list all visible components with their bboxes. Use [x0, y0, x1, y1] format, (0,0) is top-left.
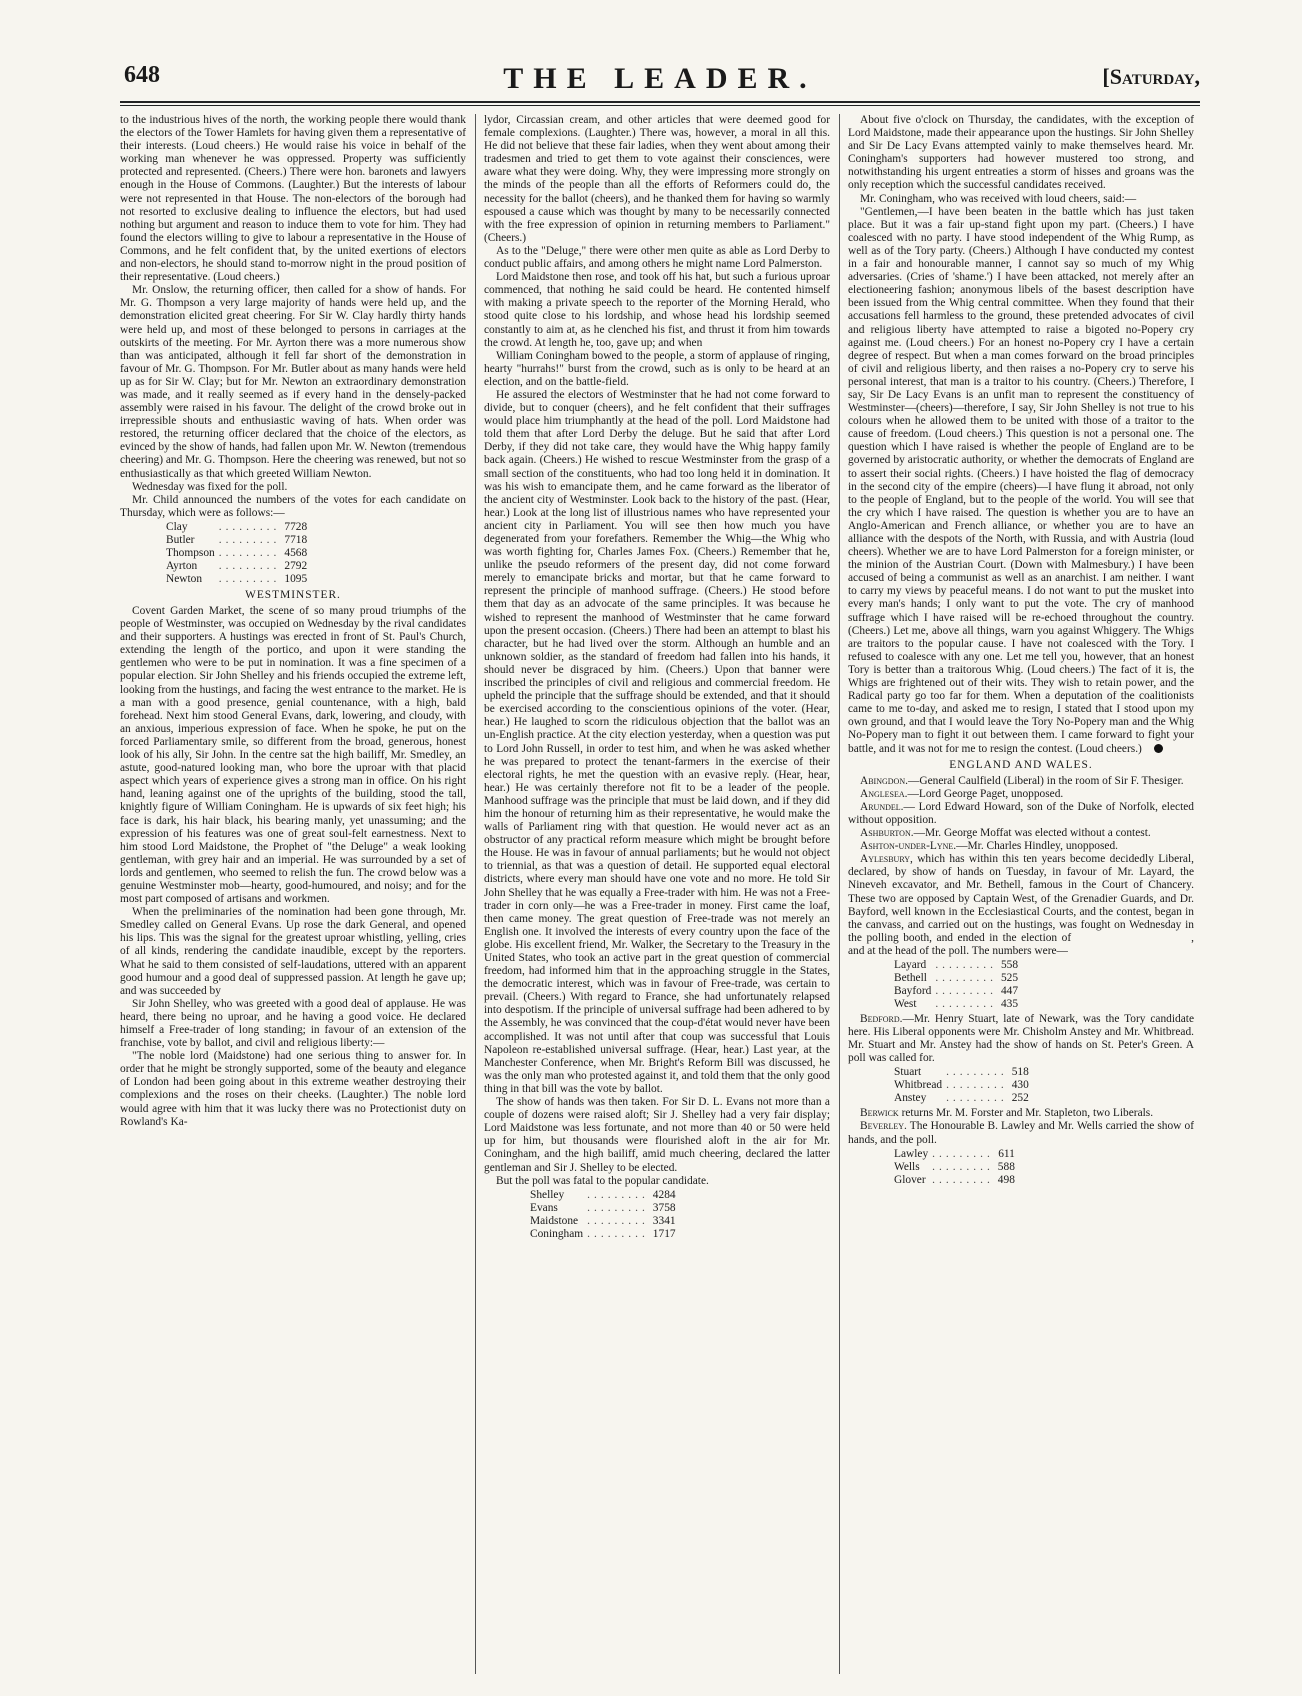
election-entry [848, 1120, 1194, 1146]
vote-count: 3341 [652, 1214, 676, 1227]
borough-name: Arundel. [860, 800, 904, 813]
paragraph: About five o'clock on Thursday, the candidates, with the exception of Lord Maidstone, made their appearance upon the hustings. Sir John Shelley and Sir De Lacy Evans attempted vainly to make themselves heard. Mr. Coningham's supporters had however mustered too strong, and notwithstanding his urgent entreaties a storm of hisses and groans was the only reception which the successful candidates received. [848, 114, 1194, 192]
candidate-name: Evans [530, 1201, 558, 1214]
entry-text: returns Mr. M. Forster and Mr. Stapleton, two Liberals. [898, 1107, 1154, 1120]
paragraph: He assured the electors of Westminster that he had not come forward to divide, but to conquer (cheers), and he felt confident that their suffrages would place him triumphantly at the head of the poll. Lord Maidstone had told them that after Lord Derby the deluge. But he said that after Lord Derby, if they did not take care, they would have the Whig happy family back again. (Cheers.) He wished to rescue Westminster from the grasp of a small section of the constituents, who had too long held it in domination. It was his wish to emancipate them, and he came forward as the liberator of the ancient city of Westminster. Look back to the history of the past. (Hear, hear.) Look at the long list of illustrious names who have represented your ancient city in Parliament. You will see then how much you have degenerated from your forefathers. Remember the Whig—the Whig who was worth fighting for, Charles James Fox. (Cheers.) Remember that he, unlike the pseudo reformers of the present day, did not come forward merely to emancipate bricks and mortar, but that he came forward to represent the principle of manhood suffrage. (Cheers.) He stood before them that day as an advocate of the same principles. It was because he wished to represent the manhood of Westminster that he came forward upon the present occasion. (Cheers.) There had been an attempt to blast his character, but he had lived over the storm. Although an humble and an unknown soldier, as the standard of freedom had fallen into his hands, it should never be disgraced by him. (Cheers.) Upon that banner were inscribed the principles of civil and religious and commercial freedom. He upheld the principle that the suffrage should be extended, and that it should be exercised according to the conscientious opinions of the voter. (Hear, hear.) He laughed to scorn the ridiculous objection that the ballot was an un-English practice. At the city election yesterday, when a question was put to Lord John Russell, in order to test him, and when he was asked whether he was prepared to protect the tenant-farmers in the exercise of their electoral rights, he met the question with an evasive reply. (Hear, hear, hear.) He was certainly therefore not fit to be a leader of the people. Manhood suffrage was the principle that must be laid down, and if they did him the honour of returning him as their representative, he would make the walls of Parliament ring with that question. He would never act as an obstructor of any practical reform measure which might be brought before the House. He was in favour of annual parliaments; but he would not object to triennial, as that was a question of detail. He supported equal electoral districts, where every man should have one vote and no more. He told Sir John Shelley that he was equally a Free-trader with him. He was not a Free-trader in corn only—he was a Free-trader in money. First came the loaf, then came money. The great question of Free-trade was not merely an English one. It involved the interests of every country upon the face of the globe. His excellent friend, Mr. Walker, the Secretary to the Treasury in the United States, who took an active part in the great question of commercial freedom, had informed him that in the approaching struggle in the States, the democratic interest, which was in favour of Free-trade, was certain to prevail. (Cheers.) With regard to France, she had unfortunately relapsed into despotism. If the principle of universal suffrage had been adhered to by the Assembly, he was convinced that the coup-d'état would never have been accomplished. It was not until after that coup was successful that Louis Napoleon re-established universal suffrage. (Hear, hear.) Last year, at the Manchester Conference, when Mr. Bright's Reform Bill was discussed, he was the only man who protested against it, and told them that the only good thing in that bill was the vote by ballot. [484, 388, 830, 1095]
candidate-name: Anstey [894, 1092, 927, 1105]
candidate-name: Bayford [894, 985, 932, 997]
vote-count: 2792 [284, 559, 308, 572]
vote-count: 252 [1011, 1092, 1029, 1105]
poll-results-tower-hamlets [166, 521, 307, 586]
vote-count: 435 [1000, 998, 1019, 1010]
candidate-name: Newton [166, 572, 203, 585]
election-entry [848, 1107, 1194, 1120]
masthead [120, 62, 1200, 102]
paragraph: to the industrious hives of the north, the working people there would thank the electors of the Tower Hamlets for having given them a representative of their interests. (Loud cheers.) He would raise his voice in behalf of the working man whenever he was oppressed. Property was sufficiently protected and represented. (Cheers.) There were hon. baronets and lawyers enough in the House of Commons. (Laughter.) But the interests of labour were not represented in that House. The non-electors of the borough had not resorted to exclusive dealing to influence the electors, but had used nothing but argument and reason to induce them to vote for him. They had found the electors willing to give to labour a representative in the House of Commons, and he felt confident that, by the united exertions of electors and non-electors, he should stand to-morrow night in the proud position of their representative. (Loud cheers.) [120, 114, 466, 284]
paragraph: Wednesday was fixed for the poll. [132, 480, 288, 493]
result-row: Wells ......... 588 [894, 1160, 1015, 1173]
candidate-name: Layard [894, 959, 927, 971]
vote-count: 7728 [284, 520, 308, 533]
paragraph: When the preliminaries of the nomination had been gone through, Mr. Smedley called on General Evans. Up rose the dark General, and opened his lips. This was the signal for the greatest uproar whistling, yelling, cries of all kinds, rendering the candidate inaudible, except by the reporters. What he said to them consisted of self-laudations, uttered with an apparent good humour and a good deal of suppressed passion. At length he gave up; and was succeeded by [120, 906, 466, 997]
poll-results-beverley [894, 1148, 1015, 1187]
vote-count: 525 [1000, 972, 1019, 984]
candidate-name: Glover [894, 1173, 926, 1186]
result-row: Glover ......... 498 [894, 1173, 1015, 1186]
result-row: West ......... 435 [894, 998, 1019, 1010]
candidate-name: Coningham [530, 1227, 584, 1240]
result-row: Shelley ......... 4284 [530, 1188, 676, 1201]
paragraph: William Coningham bowed to the people, a storm of applause of ringing, hearty "hurrahs!" burst from the crowd, such as is only to be heard at an election, and on the battle-field. [484, 349, 830, 388]
entry-text: —Lord George Paget, unopposed. [907, 787, 1064, 800]
issue-day: [Saturday, [1102, 64, 1200, 89]
borough-name: Ashburton. [860, 827, 914, 840]
vote-count: 611 [998, 1147, 1015, 1160]
paragraph: The show of hands was then taken. For Sir D. L. Evans not more than a couple of dozens were raised aloft; Sir J. Shelley had a very fair display; Lord Maidstone was less fortunate, and not more than 40 or 50 were held up for him, but thousands were flourished aloft in the air for Mr. Coningham, and the high bailiff, amid much cheering, declared the latter gentleman and Sir J. Shelley to be elected. [484, 1096, 830, 1174]
paragraph: lydor, Circassian cream, and other articles that were deemed good for female complexions. (Laughter.) There was, however, a moral in all this. He did not believe that these fair ladies, when they went about among their tradesmen and tried to get them to vote against their consciences, were aware what they were doing. Why, they were impressing more strongly on the minds of the people than all the efforts of Reformers could do, the necessity for the ballot (cheers), and he thanked them for having so warmly espoused a cause which was thought by many to be necessarily connected with the free expression of opinion in returning members to Parliament." (Cheers.) [484, 114, 830, 244]
candidate-name: Clay [166, 520, 188, 533]
section-heading: WESTMINSTER. [245, 588, 341, 601]
candidate-name: Bethell [894, 972, 927, 984]
vote-count: 4568 [284, 546, 308, 559]
paragraph: Lord Maidstone then rose, and took off his hat, but such a furious uproar commenced, that nothing he said could be heard. He contented himself with making a private speech to the reporter of the Morning Herald, who stood quite close to his lordship, and whose head his lordship seemed constantly to aim at, as he clenched his fist, and thrust it from him towards the crowd. At length he, too, gave up; and when [484, 271, 830, 349]
entry-text: —Mr. George Moffat was elected without a contest. [913, 827, 1151, 840]
poll-results-westminster [530, 1189, 676, 1241]
candidate-name: Butler [166, 533, 195, 546]
candidate-name: Ayrton [166, 559, 198, 572]
poll-results-bedford [894, 1066, 1029, 1105]
candidate-name: Wells [894, 1160, 920, 1173]
paragraph: Sir John Shelley, who was greeted with a good deal of applause. He was heard, there being no uproar, and he having a good voice. He declared himself a Free-trader of long standing; in favour of an extension of the franchise, vote by ballot, and civil and religious liberty:— [120, 997, 466, 1050]
election-entry [848, 853, 1194, 958]
column-divider [839, 114, 840, 1674]
vote-count: 4284 [652, 1188, 676, 1201]
page-number: 648 [124, 62, 160, 88]
borough-name: Beverley. [860, 1120, 907, 1133]
result-row: Stuart ......... 518 [894, 1066, 1029, 1079]
entry-text: —Mr. Henry Stuart, late of Newark, was the Tory candidate here. His Liberal opponents were Mr. Chisholm Anstey and Mr. Whitbread. Mr. Stuart and Mr. Anstey had the show of hands on St. Peter's Green. A poll was called for. [848, 1013, 1194, 1065]
paragraph: As to the "Deluge," there were other men quite as able as Lord Derby to conduct public affairs, and among others he might name Lord Palmerston. [484, 244, 830, 271]
entry-text: The Honourable B. Lawley and Mr. Wells carried the show of hands, and the poll. [848, 1120, 1194, 1146]
newspaper-title: THE LEADER. [503, 62, 817, 95]
speech-text: "Gentlemen,—I have been beaten in the battle which has just taken place. But it was a fair up-stand fight upon my part. (Cheers.) I have coalesced with no party. I have stood independent of the Whig Rump, as well as of the Tory party. (Cheers.) Although I have conducted my contest in a fair and honourable manner, I cannot say so much of my Whig adversaries. (Cries of 'shame.') I have been attacked, not merely after an electioneering fashion; anonymous libels of the basest description have been issued from the Whig central committee. When they found that their accusations fell harmless to the ground, these pretended advocates of civil and religious liberty have attempted to raise a bigoted no-Popery cry against me. (Loud cheers.) For an honest no-Popery cry I have a certain degree of respect. But when a man comes forward on the broad principles of civil and religious liberty, and then raises a no-Popery cry to serve his personal interest, that man is a traitor to his country. (Cheers.) Therefore, I say, Sir De Lacy Evans is an unfit man to represent the constituency of Westminster—(cheers)—therefore, I say, Sir John Shelley is not true to his colours when he allowed them to be united with those of a traitor to the cause of freedom. (Loud cheers.) This question is not a personal one. The question which I have raised is whether the people of England are to be governed by aristocratic authority, or whether the democrats of England are to assert their social rights. (Cheers.) I have hoisted the flag of democracy in the second city of the empire (cheers)—I have flung it abroad, not only to the people of England, but to the people of the world. You will see that the cry which I have raised. The question is whether you are to have an Anglo-American and French alliance, or whether you are to have an alliance with the despots of the North, with Russia, and with Austria (loud cheers). Whether we are to have Lord Palmerston for a foreign minister, or the minion of the Austrian Court. (Down with Malmesbury.) I have been accused of being a communist as well as an anarchist. I am neither. I want to carry my views by peaceful means. I do not want to put the musket into every man's hands; I only want to put the vote. The cry of manhood suffrage which I have raised will be re-echoed throughout the country. (Cheers.) Let me, above all things, warn you against Whiggery. The Whigs are traitors to the popular cause. I have not coalesced with the Tory. I refused to coalesce with any one. Let me tell you, however, that an honest Tory is better than a traitorous Whig. (Loud cheers.) The fact of it is, the Whigs are frightened out of their wits. They wish to retain power, and the Radical party go too far for them. When a deputation of the coalitionists came to me to-day, and asked me to resign, I stated that I stood upon my own ground, and that I would leave the Tory No-Popery man and the Whig No-Popery man to fight it out between them. I came forward to fight your battle, and it was not for me to resign the contest. (Loud cheers.) [848, 205, 1194, 755]
borough-name: Ashton-under-Lyne. [860, 840, 957, 853]
vote-count: 1717 [652, 1227, 676, 1240]
paragraph [848, 206, 1194, 756]
column-divider [475, 114, 476, 1674]
column-3 [848, 114, 1194, 1684]
poll-results-aylesbury [894, 959, 1018, 1011]
entry-text: , and at the head of the poll. The numbers were— [848, 931, 1194, 957]
paragraph: Mr. Onslow, the returning officer, then called for a show of hands. For Mr. G. Thompson a very large majority of hands were held up, and the demonstration elicited great cheering. For Sir W. Clay hardly thirty hands were held up, and most of these belonged to persons in carriages at the outskirts of the meeting. For Mr. Ayrton there was a more numerous show than was anticipated, although it fell far short of the demonstration in favour of Mr. G. Thompson. For Mr. Butler about as many hands were held up as for Sir W. Clay; but for Mr. Newton an extraordinary demonstration was made, and it really seemed as if every hand in the densely-packed assembly were raised in his favour. The delight of the crowd broke out in irrepressible shouts and enthusiastic waving of hats. When order was restored, the returning officer declared that the choice of the electors, as evinced by the show of hands, had fallen upon Mr. W. Newton (tremendous cheering) and Mr. G. Thompson. Here the cheering was renewed, but not so enthusiastically as that which greeted William Newton. [120, 284, 466, 480]
ink-blot [1154, 744, 1163, 753]
paragraph: Mr. Child announced the numbers of the votes for each candidate on Thursday, which were as follows:— [120, 493, 466, 519]
borough-name: Anglesea. [860, 787, 908, 800]
entry-text: —General Caulfield (Liberal) in the room of Sir F. Thesiger. [907, 774, 1184, 787]
election-entry [848, 827, 1194, 840]
result-row: Layard ......... 558 [894, 959, 1019, 971]
paragraph: But the poll was fatal to the popular candidate. [496, 1174, 709, 1187]
result-row: Evans ......... 3758 [530, 1201, 676, 1214]
result-row: Bethell ......... 525 [894, 972, 1019, 984]
election-entry [848, 1013, 1194, 1065]
borough-name: Abingdon. [860, 774, 908, 787]
candidate-name: West [894, 998, 917, 1010]
candidate-name: Shelley [530, 1188, 565, 1201]
vote-count: 558 [1000, 959, 1019, 971]
header-rule [120, 101, 1200, 103]
election-entry [848, 840, 1194, 853]
result-row: Newton ......... 1095 [166, 572, 308, 585]
entry-text: — Lord Edward Howard, son of the Duke of Norfolk, elected without opposition. [848, 800, 1194, 826]
paragraph: Mr. Coningham, who was received with loud cheers, said:— [860, 192, 1137, 205]
vote-count: 518 [1011, 1066, 1029, 1079]
candidate-name: Maidstone [530, 1214, 579, 1227]
election-entry [848, 801, 1194, 827]
election-entry [848, 788, 1194, 801]
result-row: Bayford ......... 447 [894, 985, 1019, 997]
result-row: Ayrton ......... 2792 [166, 559, 308, 572]
section-heading: ENGLAND AND WALES. [949, 758, 1093, 771]
result-row: Anstey ......... 252 [894, 1092, 1029, 1105]
borough-name: Bedford. [860, 1013, 903, 1025]
vote-count: 447 [1000, 985, 1019, 997]
result-row: Whitbread ......... 430 [894, 1079, 1029, 1092]
vote-count: 498 [997, 1173, 1015, 1186]
borough-name: Berwick [860, 1107, 899, 1120]
result-row: Clay ......... 7728 [166, 520, 308, 533]
result-row: Lawley ......... 611 [894, 1147, 1015, 1160]
candidate-name: Stuart [894, 1066, 922, 1079]
vote-count: 1095 [284, 572, 308, 585]
header-rule-thin [120, 105, 1200, 106]
paragraph: Covent Garden Market, the scene of so many proud triumphs of the people of Westminster, was occupied on Wednesday by the rival candidates and their supporters. A hustings was erected in front of St. Paul's Church, extending the length of the portico, and upon it were standing the gentlemen who were to be put in nomination. It was a fine specimen of a popular election. Sir John Shelley and his friends occupied the extreme left, looking from the hustings, and facing the west entrance to the market. He is a man with a good presence, genial countenance, with a high, bald forehead. Next him stood General Evans, dark, lowering, and cloudy, with an anxious, imperious expression of face. When he spoke, he put on the forced Parliamentary smile, so different from the broad, generous, honest look of his ally, Sir John. In the centre sat the high bailiff, Mr. Smedley, an astute, good-natured looking man, who bore the uproar with that placid aspect which years of experience gives a strong man in office. On his right hand, leaning against one of the uprights of the building, stood the tall, knightly figure of William Coningham. He is upwards of six feet high; his face is dark, his hair black, his bearing manly, yet unassuming; and the expression of his features was one of great soul-felt earnestness. Next to him stood Lord Maidstone, the Prophet of "the Deluge" a weak looking gentleman, with grey hair and an imperial. He was surrounded by a set of lords and gentlemen, who seemed to relish the fun. The crowd below was a genuine Westminster mob—hearty, good-humoured, and noisy; and for the most part composed of artisans and workmen. [120, 605, 466, 906]
entry-text: which has within this ten years become decidedly Liberal, declared, by show of hands on Tuesday, in favour of Mr. Layard, the Nineveh excavator, and Mr. Bethell, famous in the Court of Chancery. These two are opposed by Captain West, of the Grenadier Guards, and Dr. Bayford, well known in the Ecclesiastical Courts, and the contest, began in the canvass, and carried out on the hustings, was fought on Wednesday in the polling booth, and ended in the election of [848, 853, 1194, 944]
vote-count: 430 [1011, 1079, 1029, 1092]
vote-count: 3758 [652, 1201, 676, 1214]
borough-name: Aylesbury, [860, 853, 913, 866]
candidate-name: Thompson [166, 546, 215, 559]
entry-text: —Mr. Charles Hindley, unopposed. [956, 840, 1119, 853]
result-row: Maidstone ......... 3341 [530, 1214, 676, 1227]
result-row: Coningham ......... 1717 [530, 1227, 676, 1240]
column-1 [120, 114, 466, 1684]
column-2 [484, 114, 830, 1684]
result-row: Butler ......... 7718 [166, 533, 308, 546]
election-entry [848, 775, 1194, 788]
candidate-name: Whitbread [894, 1079, 943, 1092]
vote-count: 7718 [284, 533, 308, 546]
candidate-name: Lawley [894, 1147, 929, 1160]
paragraph: "The noble lord (Maidstone) had one serious thing to answer for. In order that he might be strongly supported, some of the beauty and elegance of London had been going about in this extreme weather destroying their complexions and the roses on their cheeks. (Laughter.) The noble lord would agree with him that it was lucky there was no Protectionist duty on Rowland's Ka- [120, 1050, 466, 1128]
vote-count: 588 [997, 1160, 1015, 1173]
result-row: Thompson ......... 4568 [166, 546, 308, 559]
